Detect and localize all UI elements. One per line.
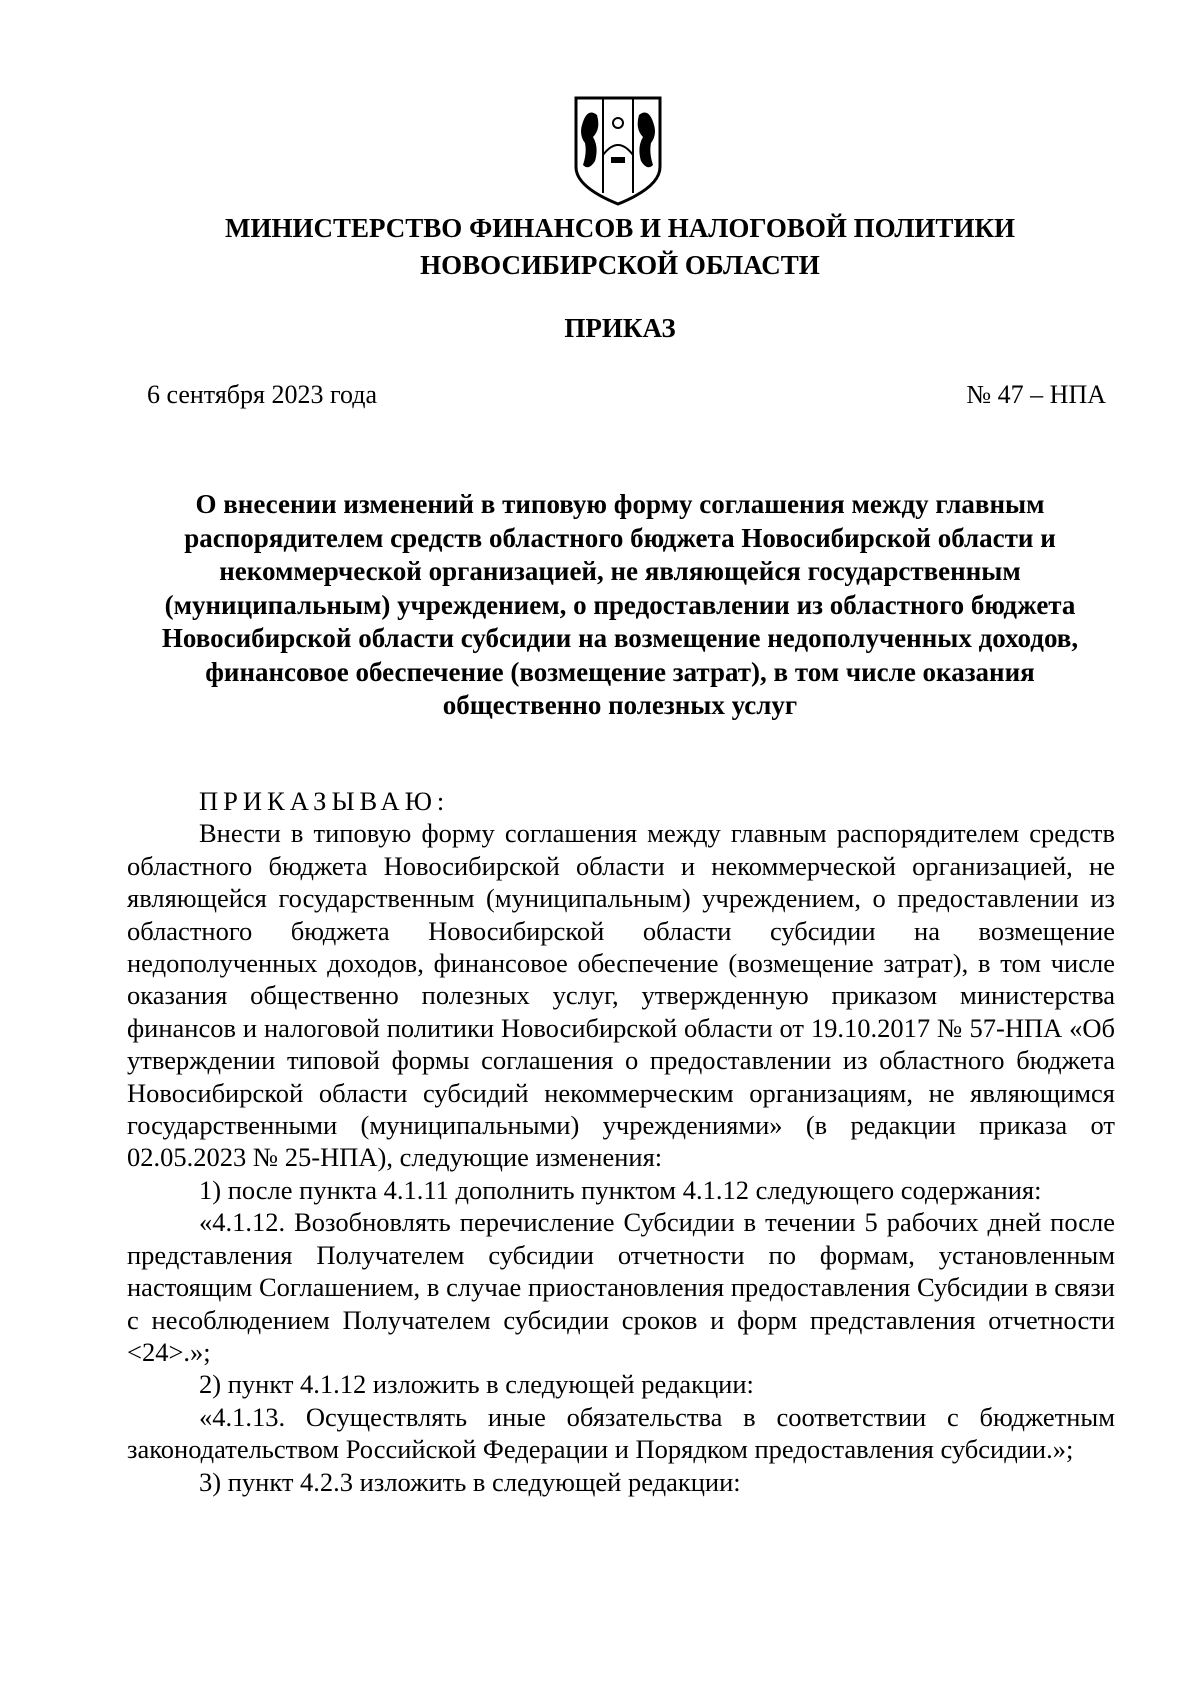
body-paragraph: 1) после пункта 4.1.11 дополнить пунктом 4.1.12 следующего содержания:: [199, 1174, 1042, 1205]
body-paragraph: «4.1.13. Осуществлять иные обязательства в соответствии с бюджетным законодательством Российской Федерации и Порядком предоставления субсидии.»;: [127, 1401, 1115, 1465]
order-date: 6 сентября 2023 года: [147, 380, 378, 409]
ministry-name: [120, 210, 1120, 284]
order-body: [127, 785, 1115, 1498]
order-number: № 47 – НПА: [966, 380, 1106, 409]
order-subject: О внесении изменений в типовую форму соглашения между главным распорядителем средств областного бюджета Новосибирской области и некоммерческой организацией, не являющейся государственным (муниципальным) учреждением, о предоставлении из областного бюджета Новосибирской области субсидии на возмещение недополученных доходов, финансовое обеспечение (возмещение затрат), в том числе оказания общественно полезных услуг: [161, 489, 1079, 720]
coat-of-arms-icon: [573, 95, 663, 207]
body-paragraph: 2) пункт 4.1.12 изложить в следующей редакции:: [199, 1369, 754, 1400]
body-paragraph: 3) пункт 4.2.3 изложить в следующей редакции:: [199, 1466, 741, 1497]
ministry-line-1: МИНИСТЕРСТВО ФИНАНСОВ И НАЛОГОВОЙ ПОЛИТИКИ: [224, 213, 1016, 243]
ministry-line-2: НОВОСИБИРСКОЙ ОБЛАСТИ: [420, 250, 820, 280]
order-title: ПРИКАЗ: [564, 313, 676, 343]
decree-word: ПРИКАЗЫВАЮ:: [199, 786, 450, 816]
body-paragraph: «4.1.12. Возобновлять перечисление Субсидии в течении 5 рабочих дней после представления Получателем субсидии отчетности по формам, установленным настоящим Соглашением, в случае приостановления предоставления Субсидии в связи с несоблюдением Получателем субсидии сроков и форм представления отчетности <24>.»;: [127, 1207, 1115, 1367]
body-paragraph: Внести в типовую форму соглашения между главным распорядителем средств областного бюджета Новосибирской области и некоммерческой организацией, не являющейся государственным (муниципальным) учреждением, о предоставлении из областного бюджета Новосибирской области субсидии на возмещение недополученных доходов, финансовое обеспечение (возмещение затрат), в том числе оказания общественно полезных услуг, утвержденную приказом министерства финансов и налоговой политики Новосибирской области от 19.10.2017 № 57-НПА «Об утверждении типовой формы соглашения о предоставлении из областного бюджета Новосибирской области субсидий некоммерческим организациям, не являющимся государственными (муниципальными) учреждениями» (в редакции приказа от 02.05.2023 № 25-НПА), следующие изменения:: [127, 818, 1115, 1173]
